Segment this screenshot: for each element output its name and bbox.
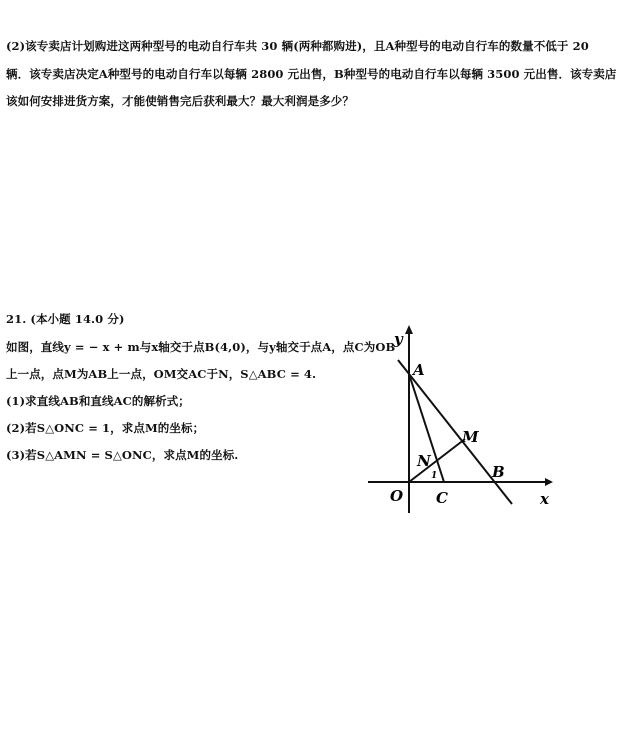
question-21-header: 21. (本小题 14.0 分) <box>6 312 125 326</box>
question-21-sub-2: (2)若S△ONC = 1，求点M的坐标； <box>6 421 205 435</box>
geometry-figure <box>360 318 560 518</box>
question-21-stem-line-2: 上一点，点M为AB上一点，OM交AC于N，S△ABC = 4. <box>6 367 317 381</box>
label-angle-1: 1 <box>431 471 438 481</box>
label-o: O <box>390 487 404 505</box>
part2-line-1: (2)该专卖店计划购进这两种型号的电动自行车共 30 辆(两种都购进)，且A种型号的电动自行车的数量不低于 20 <box>6 39 589 53</box>
y-axis-arrow <box>405 325 413 334</box>
question-21-sub-3: (3)若S△AMN = S△ONC，求点M的坐标. <box>6 448 239 462</box>
label-a: A <box>413 361 425 379</box>
label-y: y <box>394 330 403 348</box>
x-axis-arrow <box>545 478 553 486</box>
label-c: C <box>436 489 448 507</box>
label-n: N <box>417 452 431 470</box>
question-21-stem-line-1: 如图，直线y = − x + m与x轴交于点B(4,0)，与y轴交于点A，点C为OB <box>6 340 396 354</box>
question-21-sub-1: (1)求直线AB和直线AC的解析式； <box>6 394 190 408</box>
label-b: B <box>492 463 505 481</box>
part2-line-3: 该如何安排进货方案，才能使销售完后获利最大？最大利润是多少？ <box>6 94 354 108</box>
part2-line-2: 辆．该专卖店决定A种型号的电动自行车以每辆 2800 元出售，B种型号的电动自行车以每辆 3500 元出售．该专卖店 <box>6 67 617 81</box>
label-m: M <box>462 428 479 446</box>
label-x: x <box>540 490 549 508</box>
